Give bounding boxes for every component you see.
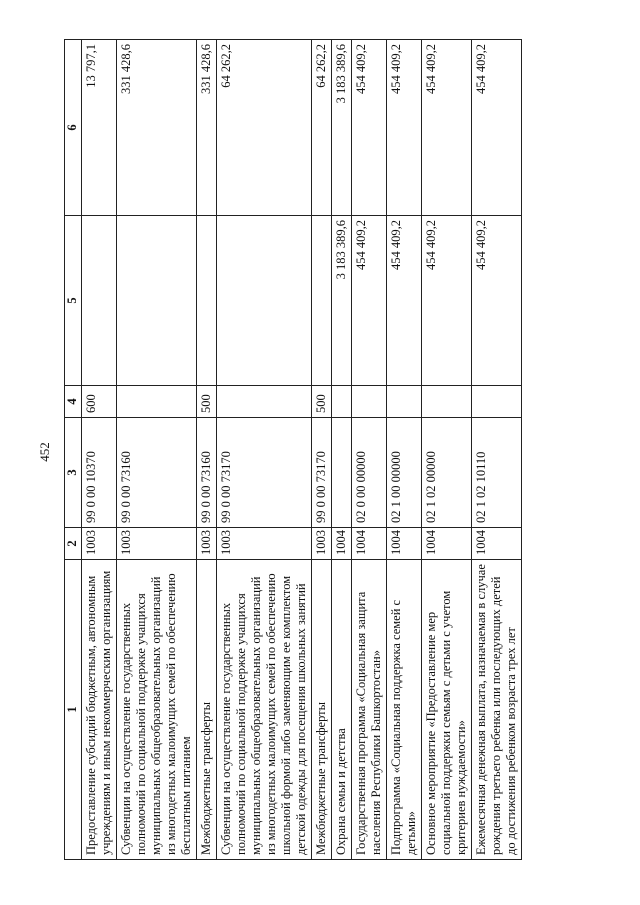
expense-type-cell: 600 bbox=[82, 386, 117, 418]
row-name-cell: Подпрограмма «Социальная поддержка семей с детьми» bbox=[387, 560, 422, 860]
section-code-cell: 1004 bbox=[387, 528, 422, 560]
expense-type-cell bbox=[217, 386, 312, 418]
table-row bbox=[472, 40, 522, 860]
section-code-cell: 1003 bbox=[197, 528, 217, 560]
expense-type-cell bbox=[332, 386, 352, 418]
amount-cell bbox=[82, 216, 117, 386]
expense-type-cell bbox=[422, 386, 472, 418]
header-cell: 1 bbox=[65, 560, 82, 860]
section-code-cell: 1003 bbox=[82, 528, 117, 560]
table-row bbox=[217, 40, 312, 860]
amount-cell bbox=[312, 216, 332, 386]
header-cell: 5 bbox=[65, 216, 82, 386]
table-row bbox=[422, 40, 472, 860]
section-code-cell: 1004 bbox=[332, 528, 352, 560]
budget-table bbox=[64, 39, 522, 860]
table-row bbox=[197, 40, 217, 860]
table-row bbox=[387, 40, 422, 860]
target-article-cell: 02 0 00 00000 bbox=[352, 418, 387, 528]
total-cell: 454 409,2 bbox=[387, 40, 422, 216]
header-row bbox=[65, 40, 82, 860]
row-name-cell: Межбюджетные трансферты bbox=[197, 560, 217, 860]
expense-type-cell bbox=[472, 386, 522, 418]
amount-cell: 3 183 389,6 bbox=[332, 216, 352, 386]
expense-type-cell: 500 bbox=[312, 386, 332, 418]
row-name-cell: Субвенции на осуществление государственных полномочий по социальной поддержке учащихся муниципальных общеобразовательных организаций из многодетных малоимущих семей по обеспечению бесплатным питанием bbox=[117, 560, 197, 860]
target-article-cell: 99 0 00 73160 bbox=[117, 418, 197, 528]
amount-cell bbox=[217, 216, 312, 386]
amount-cell: 454 409,2 bbox=[422, 216, 472, 386]
row-name-cell: Предоставление субсидий бюджетным, автономным учреждениям и иным некоммерческим организациям bbox=[82, 560, 117, 860]
header-cell: 3 bbox=[65, 418, 82, 528]
section-code-cell: 1004 bbox=[422, 528, 472, 560]
table-row bbox=[332, 40, 352, 860]
amount-cell bbox=[197, 216, 217, 386]
total-cell: 454 409,2 bbox=[422, 40, 472, 216]
total-cell: 3 183 389,6 bbox=[332, 40, 352, 216]
total-cell: 13 797,1 bbox=[82, 40, 117, 216]
target-article-cell: 99 0 00 10370 bbox=[82, 418, 117, 528]
section-code-cell: 1004 bbox=[352, 528, 387, 560]
table-row bbox=[82, 40, 117, 860]
total-cell: 64 262,2 bbox=[312, 40, 332, 216]
target-article-cell: 99 0 00 73170 bbox=[217, 418, 312, 528]
row-name-cell: Межбюджетные трансферты bbox=[312, 560, 332, 860]
row-name-cell: Основное мероприятие «Предоставление мер социальной поддержки семьям с детьми с учетом критериев нуждаемости» bbox=[422, 560, 472, 860]
total-cell: 454 409,2 bbox=[472, 40, 522, 216]
section-code-cell: 1003 bbox=[117, 528, 197, 560]
target-article-cell: 99 0 00 73160 bbox=[197, 418, 217, 528]
section-code-cell: 1004 bbox=[472, 528, 522, 560]
expense-type-cell bbox=[387, 386, 422, 418]
header-cell: 6 bbox=[65, 40, 82, 216]
page-number: 452 bbox=[37, 442, 52, 462]
row-name-cell: Ежемесячная денежная выплата, назначаемая в случае рождения третьего ребенка или последующих детей до достижения ребенком возраста трех лет bbox=[472, 560, 522, 860]
target-article-cell: 99 0 00 73170 bbox=[312, 418, 332, 528]
amount-cell bbox=[117, 216, 197, 386]
amount-cell: 454 409,2 bbox=[387, 216, 422, 386]
total-cell: 64 262,2 bbox=[217, 40, 312, 216]
target-article-cell: 02 1 02 10110 bbox=[472, 418, 522, 528]
expense-type-cell: 500 bbox=[197, 386, 217, 418]
total-cell: 331 428,6 bbox=[197, 40, 217, 216]
row-name-cell: Субвенции на осуществление государственных полномочий по социальной поддержке учащихся муниципальных общеобразовательных организаций из многодетных малоимущих семей по обеспечению школьной формой либо заменяющим ее комплектом детской одежды для посещения школьных занятий bbox=[217, 560, 312, 860]
table-row bbox=[117, 40, 197, 860]
total-cell: 454 409,2 bbox=[352, 40, 387, 216]
total-cell: 331 428,6 bbox=[117, 40, 197, 216]
target-article-cell bbox=[332, 418, 352, 528]
row-name-cell: Охрана семьи и детства bbox=[332, 560, 352, 860]
amount-cell: 454 409,2 bbox=[352, 216, 387, 386]
table-row bbox=[312, 40, 332, 860]
section-code-cell: 1003 bbox=[217, 528, 312, 560]
header-cell: 2 bbox=[65, 528, 82, 560]
target-article-cell: 02 1 00 00000 bbox=[387, 418, 422, 528]
amount-cell: 454 409,2 bbox=[472, 216, 522, 386]
target-article-cell: 02 1 02 00000 bbox=[422, 418, 472, 528]
table-frame bbox=[64, 40, 584, 860]
rotated-table-wrapper bbox=[64, 40, 584, 860]
expense-type-cell bbox=[352, 386, 387, 418]
row-name-cell: Государственная программа «Социальная защита населения Республики Башкортостан» bbox=[352, 560, 387, 860]
table-row bbox=[352, 40, 387, 860]
section-code-cell: 1003 bbox=[312, 528, 332, 560]
expense-type-cell bbox=[117, 386, 197, 418]
header-cell: 4 bbox=[65, 386, 82, 418]
